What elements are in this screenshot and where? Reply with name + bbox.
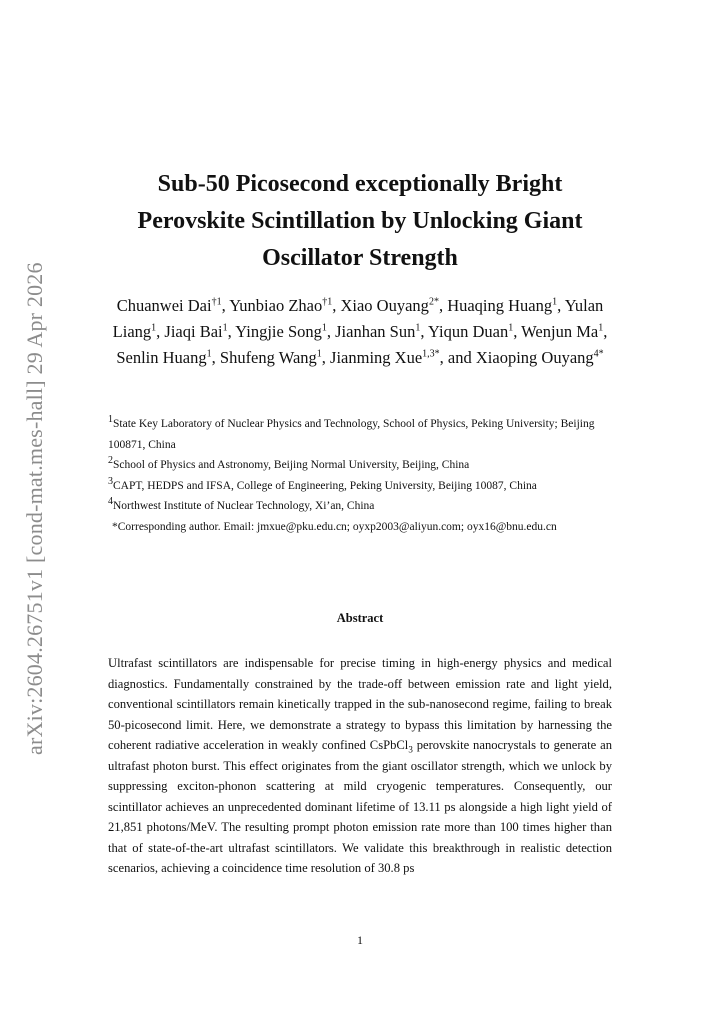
- corresponding-author-note: *Corresponding author. Email: jmxue@pku.edu.cn; oyxp2003@aliyun.com; oyx16@bnu.edu.cn: [112, 520, 557, 533]
- page-number: 1: [357, 933, 363, 947]
- author-affiliation-mark: †1: [211, 296, 222, 308]
- author-affiliation-mark: 1: [151, 322, 157, 334]
- affiliation-mark: 3: [108, 475, 113, 487]
- author-separator: ,: [221, 296, 230, 315]
- author-name: Yiqun Duan: [428, 322, 509, 341]
- affiliation-list: [108, 414, 613, 537]
- affiliation-item: [108, 496, 613, 517]
- author-affiliation-mark: 1: [321, 322, 327, 334]
- paper-title: Sub-50 Picosecond exceptionally Bright Perovskite Scintillation by Unlocking Giant Oscillator Strength: [137, 171, 583, 271]
- author-affiliation-mark: †1: [322, 296, 333, 308]
- abstract-text: [108, 653, 612, 879]
- author-separator: ,: [557, 296, 565, 315]
- author-name: Jiaqi Bai: [164, 322, 223, 341]
- abstract-text-part-2: perovskite nanocrystals to generate an ultrafast photon burst. This effect originates from the giant oscillator strength, which we unlock by suppressing exciton-phonon scattering at mild cryogenic temperatures. Consequently, our scintillator achieves an unprecedented dominant lifetime of 13.11 ps alongside a high light yield of 21,851 photons/MeV. The resulting prompt photon emission rate more than 100 times higher than that of state-of-the-art ultrafast scintillators. We validate this breakthrough in realistic detection scenarios, achieving a coincidence time resolution of 30.8 ps: [108, 738, 612, 875]
- author-separator: ,: [326, 322, 336, 341]
- affiliation-item: [108, 414, 613, 455]
- author-name: Yunbiao Zhao: [229, 296, 323, 315]
- affiliation-text: Northwest Institute of Nuclear Technology, Xi’an, China: [113, 500, 375, 512]
- author-name: Jianming Xue: [330, 348, 423, 367]
- author-affiliation-mark: 4*: [593, 348, 604, 360]
- author-separator: ,: [513, 322, 522, 341]
- author-affiliation-mark: 1: [508, 322, 514, 334]
- formula-subscript: 3: [408, 744, 413, 755]
- affiliation-item: [108, 455, 613, 476]
- author-name: Huaqing Huang: [447, 296, 553, 315]
- author-affiliation-mark: 1: [415, 322, 421, 334]
- author-affiliation-mark: 1: [316, 348, 322, 360]
- affiliation-text: State Key Laboratory of Nuclear Physics and Technology, School of Physics, Peking University; Beijing 100871, China: [108, 418, 595, 451]
- author-name: Yulan Liang: [112, 296, 604, 341]
- author-affiliation-mark: 1: [206, 348, 212, 360]
- author-separator: ,: [211, 348, 220, 367]
- affiliation-mark: 4: [108, 496, 113, 508]
- chemical-formula: [369, 738, 413, 755]
- author-name: Shufeng Wang: [219, 348, 317, 367]
- affiliation-item: [108, 476, 613, 497]
- author-name: Xiao Ouyang: [340, 296, 429, 315]
- formula-base: CsPbCl: [369, 738, 409, 752]
- author-name: Xiaoping Ouyang: [475, 348, 594, 367]
- author-name: Jianhan Sun: [335, 322, 416, 341]
- abstract-text-part-1: Ultrafast scintillators are indispensable for precise timing in high-energy physics and medical diagnostics. Fundamentally constrained by the trade-off between emission rate and light yield, conventional scintillators remain kinetically trapped in the sub-nanosecond regime, failing to break 50-picosecond limit. Here, we demonstrate a strategy to bypass this limitation by harnessing the coherent radiative acceleration in weakly confined: [108, 656, 612, 752]
- author-affiliation-mark: 2*: [428, 296, 439, 308]
- author-separator: ,: [321, 348, 331, 367]
- abstract-heading: Abstract: [336, 611, 384, 625]
- author-name: Senlin Huang: [116, 348, 207, 367]
- author-separator: ,: [227, 322, 236, 341]
- affiliation-mark: 1: [108, 414, 113, 426]
- author-list: [110, 293, 610, 371]
- affiliation-mark: 2: [108, 455, 113, 467]
- author-separator: ,: [420, 322, 428, 341]
- author-name: Yingjie Song: [235, 322, 322, 341]
- author-name: Wenjun Ma: [521, 322, 599, 341]
- author-affiliation-mark: 1,3*: [422, 348, 440, 360]
- arxiv-identifier-stamp: arXiv:2604.26751v1 [cond-mat.mes-hall] 29 Apr 2026: [22, 262, 47, 755]
- author-separator: ,: [603, 322, 608, 341]
- affiliation-text: School of Physics and Astronomy, Beijing Normal University, Beijing, China: [113, 459, 470, 471]
- affiliation-text: CAPT, HEDPS and IFSA, College of Engineering, Peking University, Beijing 10087, China: [113, 479, 537, 492]
- author-affiliation-mark: 1: [598, 322, 604, 334]
- author-affiliation-mark: 1: [222, 322, 228, 334]
- author-separator: , and: [439, 348, 476, 367]
- author-separator: ,: [156, 322, 165, 341]
- author-separator: ,: [332, 296, 341, 315]
- author-affiliation-mark: 1: [552, 296, 558, 308]
- author-name: Chuanwei Dai: [116, 296, 212, 315]
- author-separator: ,: [438, 296, 448, 315]
